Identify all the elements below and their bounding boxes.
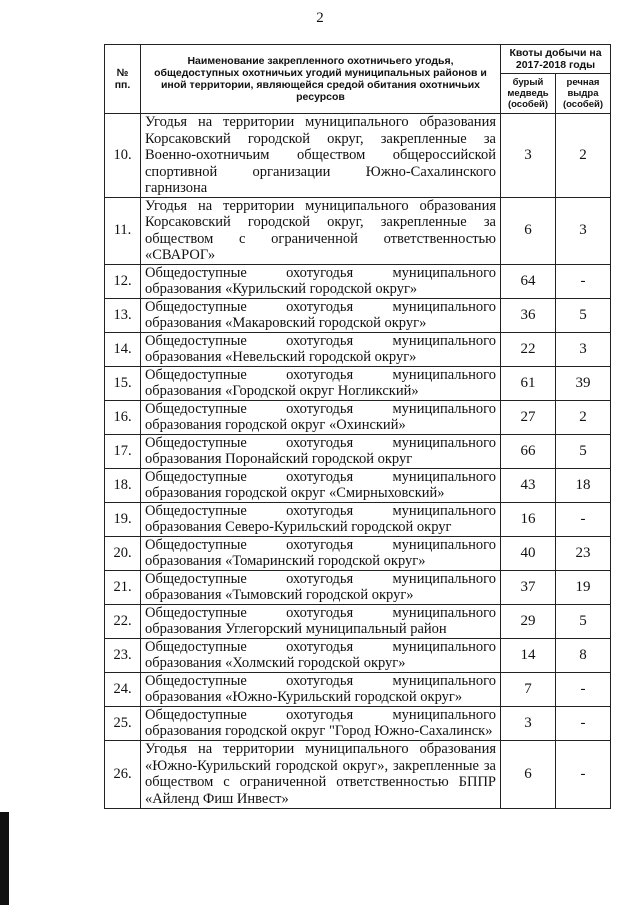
row-number: 18. bbox=[105, 468, 141, 502]
row-number: 12. bbox=[105, 264, 141, 298]
row-number: 17. bbox=[105, 434, 141, 468]
row-name: Общедоступные охотугодья муниципального образования городской округ "Город Южно-Сахалинск» bbox=[141, 706, 501, 740]
row-bear-quota: 6 bbox=[501, 197, 556, 264]
row-number: 20. bbox=[105, 536, 141, 570]
table-body bbox=[105, 114, 611, 809]
table-header bbox=[105, 45, 611, 114]
row-number: 23. bbox=[105, 638, 141, 672]
row-bear-quota: 64 bbox=[501, 264, 556, 298]
table-row bbox=[105, 298, 611, 332]
table-row bbox=[105, 672, 611, 706]
row-number: 24. bbox=[105, 672, 141, 706]
row-number: 21. bbox=[105, 570, 141, 604]
header-hunting-ground-name: Наименование закрепленного охотничьего угодья, общедоступных охотничьих угодий муниципальных районов и иной территории, являющейся средой обитания охотничьих ресурсов bbox=[141, 45, 501, 114]
row-number: 14. bbox=[105, 332, 141, 366]
row-bear-quota: 36 bbox=[501, 298, 556, 332]
row-name: Общедоступные охотугодья муниципального образования городской округ «Охинский» bbox=[141, 400, 501, 434]
row-otter-quota: 23 bbox=[556, 536, 611, 570]
scan-edge-mark bbox=[0, 812, 9, 905]
row-number: 16. bbox=[105, 400, 141, 434]
row-bear-quota: 61 bbox=[501, 366, 556, 400]
row-otter-quota: 18 bbox=[556, 468, 611, 502]
row-bear-quota: 7 bbox=[501, 672, 556, 706]
table-row bbox=[105, 332, 611, 366]
quota-table bbox=[104, 44, 611, 809]
row-name: Общедоступные охотугодья муниципального образования «Невельский городской округ» bbox=[141, 332, 501, 366]
row-number: 10. bbox=[105, 114, 141, 198]
table-row bbox=[105, 468, 611, 502]
row-bear-quota: 16 bbox=[501, 502, 556, 536]
row-name: Общедоступные охотугодья муниципального образования «Курильский городской округ» bbox=[141, 264, 501, 298]
row-bear-quota: 3 bbox=[501, 706, 556, 740]
row-otter-quota: 5 bbox=[556, 434, 611, 468]
row-bear-quota: 37 bbox=[501, 570, 556, 604]
header-quota: Квоты добычи на 2017-2018 годы bbox=[501, 45, 611, 74]
table-row bbox=[105, 400, 611, 434]
row-otter-quota: 5 bbox=[556, 298, 611, 332]
row-bear-quota: 29 bbox=[501, 604, 556, 638]
row-otter-quota: - bbox=[556, 740, 611, 808]
table-row bbox=[105, 570, 611, 604]
table-row bbox=[105, 434, 611, 468]
table-row bbox=[105, 366, 611, 400]
row-bear-quota: 3 bbox=[501, 114, 556, 198]
row-number: 13. bbox=[105, 298, 141, 332]
row-otter-quota: - bbox=[556, 502, 611, 536]
row-name: Общедоступные охотугодья муниципального образования «Южно-Курильский городской округ» bbox=[141, 672, 501, 706]
table-row bbox=[105, 502, 611, 536]
row-otter-quota: 2 bbox=[556, 400, 611, 434]
table-row bbox=[105, 604, 611, 638]
table-row bbox=[105, 264, 611, 298]
row-name: Общедоступные охотугодья муниципального образования «Холмский городской округ» bbox=[141, 638, 501, 672]
row-bear-quota: 40 bbox=[501, 536, 556, 570]
row-name: Общедоступные охотугодья муниципального образования «Томаринский городской округ» bbox=[141, 536, 501, 570]
row-name: Общедоступные охотугодья муниципального образования Углегорский муниципальный район bbox=[141, 604, 501, 638]
table-row bbox=[105, 114, 611, 198]
row-otter-quota: 3 bbox=[556, 332, 611, 366]
row-name: Общедоступные охотугодья муниципального образования «Макаровский городской округ» bbox=[141, 298, 501, 332]
row-name: Общедоступные охотугодья муниципального образования «Городской округ Ногликский» bbox=[141, 366, 501, 400]
row-name: Общедоступные охотугодья муниципального образования городской округ «Смирныховский» bbox=[141, 468, 501, 502]
row-otter-quota: 19 bbox=[556, 570, 611, 604]
table-row bbox=[105, 740, 611, 808]
row-bear-quota: 27 bbox=[501, 400, 556, 434]
table-row bbox=[105, 638, 611, 672]
row-bear-quota: 66 bbox=[501, 434, 556, 468]
row-bear-quota: 43 bbox=[501, 468, 556, 502]
table-row bbox=[105, 706, 611, 740]
row-otter-quota: 39 bbox=[556, 366, 611, 400]
row-number: 25. bbox=[105, 706, 141, 740]
row-number: 26. bbox=[105, 740, 141, 808]
row-number: 22. bbox=[105, 604, 141, 638]
table-row bbox=[105, 197, 611, 264]
row-name: Общедоступные охотугодья муниципального образования «Тымовский городской округ» bbox=[141, 570, 501, 604]
row-bear-quota: 6 bbox=[501, 740, 556, 808]
row-bear-quota: 22 bbox=[501, 332, 556, 366]
row-name: Угодья на территории муниципального образования «Южно-Курильский городской округ», закрепленные за обществом с ограниченной ответственностью БППР «Айленд Фиш Инвест» bbox=[141, 740, 501, 808]
row-number: 19. bbox=[105, 502, 141, 536]
header-brown-bear: бурый медведь (особей) bbox=[501, 74, 556, 114]
row-otter-quota: 5 bbox=[556, 604, 611, 638]
row-otter-quota: 8 bbox=[556, 638, 611, 672]
row-name: Угодья на территории муниципального образования Корсаковский городской округ, закрепленные за обществом с ограниченной ответственностью «СВАРОГ» bbox=[141, 197, 501, 264]
row-otter-quota: 2 bbox=[556, 114, 611, 198]
row-otter-quota: 3 bbox=[556, 197, 611, 264]
row-otter-quota: - bbox=[556, 264, 611, 298]
row-name: Общедоступные охотугодья муниципального образования Северо-Курильский городской округ bbox=[141, 502, 501, 536]
row-number: 11. bbox=[105, 197, 141, 264]
table-row bbox=[105, 536, 611, 570]
header-number: № пп. bbox=[105, 45, 141, 114]
row-name: Общедоступные охотугодья муниципального образования Поронайский городской округ bbox=[141, 434, 501, 468]
row-bear-quota: 14 bbox=[501, 638, 556, 672]
row-otter-quota: - bbox=[556, 672, 611, 706]
row-number: 15. bbox=[105, 366, 141, 400]
header-river-otter: речная выдра (особей) bbox=[556, 74, 611, 114]
page-number: 2 bbox=[316, 10, 324, 26]
row-name: Угодья на территории муниципального образования Корсаковский городской округ, закрепленные за Военно-охотничьим обществом общероссийской спортивной организации Южно-Сахалинского гарнизона bbox=[141, 114, 501, 198]
row-otter-quota: - bbox=[556, 706, 611, 740]
